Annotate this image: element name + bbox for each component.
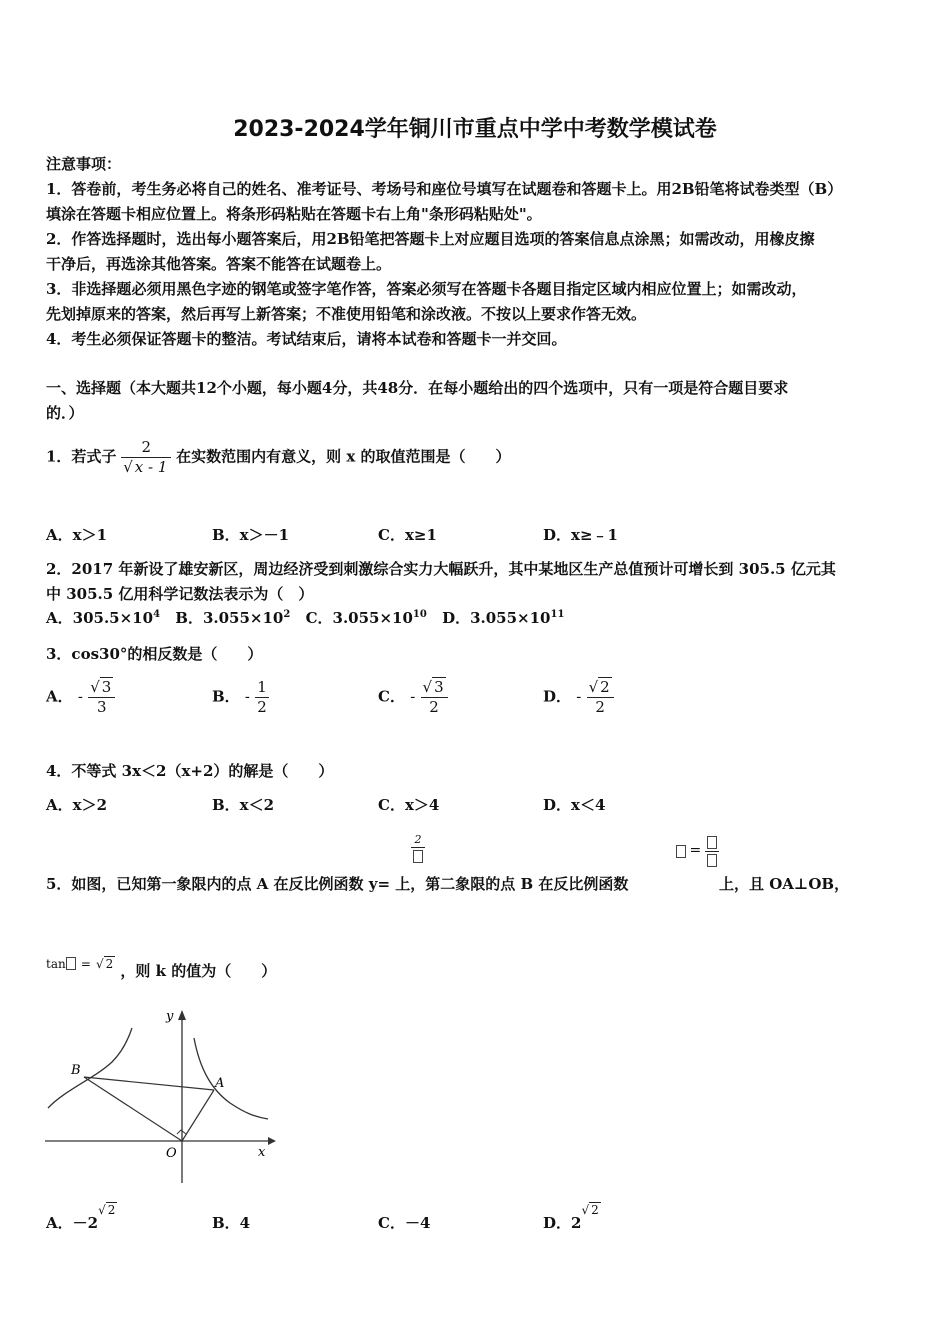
q3-option-a[interactable]: A． - $\frac{√ 3}{3}$ [46, 680, 115, 715]
q1-option-d[interactable]: D．x≥﹣1 [543, 526, 618, 544]
q4-option-b[interactable]: B．x＜2 [212, 796, 275, 814]
q5-option-d[interactable]: D．$2^{√ 2}$ [543, 1203, 599, 1232]
placeholder-icon [707, 854, 717, 867]
q5-option-a[interactable]: A．$-2^{√ 2}$ [46, 1203, 116, 1232]
label-A: A [215, 1076, 225, 1091]
q1-suffix: 在实数范围内有意义，则 x 的取值范围是（ ） [176, 447, 511, 466]
x-axis-arrow-icon [268, 1137, 276, 1145]
y-axis-arrow-icon [178, 1010, 186, 1020]
question-5: 5．如图，已知第一象限内的点 A 在反比例函数 y= 上，第二象限的点 B 在反比例函数 [46, 875, 629, 893]
q2-option-d[interactable]: D．$3.055\times 10^{11}$ [442, 609, 565, 627]
q4-option-a[interactable]: A．x＞2 [46, 796, 108, 814]
q2-option-a[interactable]: A．$305.5\times 10^4$ [46, 609, 161, 627]
notice-line: 干净后，再选涂其他答案。答案不能答在试题卷上。 [46, 255, 392, 273]
section-heading: 一、选择题（本大题共12个小题，每小题4分，共48分．在每小题给出的四个选项中，只有一项是符合题目要求 [46, 379, 789, 397]
curve-quadrant-1 [194, 1038, 268, 1119]
sqrt-icon: √ [95, 957, 104, 971]
question-4: 4．不等式 3x＜2（x+2）的解是（ ） [46, 762, 334, 780]
segment-OB [84, 1077, 182, 1141]
notice-heading: 注意事项： [46, 155, 122, 173]
q1-prefix: 1．若式子 [46, 447, 117, 466]
q1-option-b[interactable]: B．x＞－1 [212, 526, 290, 544]
question-5-end: 上，且 OA⊥OB， [719, 875, 850, 893]
page-title: 2023-2024学年铜川市重点中学中考数学模试卷 [233, 117, 717, 142]
q5-func-fraction: 2 [411, 834, 425, 863]
q4-option-d[interactable]: D．x＜4 [543, 796, 606, 814]
placeholder-icon [66, 957, 76, 970]
q5-tan-line: tan = √ 2 ，则 k 的值为（ ） [46, 957, 277, 980]
section-heading-cont: 的．） [46, 404, 84, 422]
sqrt-icon: √ [98, 1203, 106, 1217]
sqrt-icon: √ [581, 1203, 590, 1217]
placeholder-icon [707, 836, 717, 849]
notice-line: 3．非选择题必须用黑色字迹的钢笔或签字笔作答，答案必须写在答题卡各题目指定区域内相应位置上；如需改动， [46, 280, 807, 298]
q3-option-c[interactable]: C． - $\frac{√ 3}{2}$ [378, 680, 448, 715]
q1-num: 2 [141, 438, 152, 456]
question-2-line1: 2．2017 年新设了雄安新区，周边经济受到刺激综合实力大幅跃升，其中某地区生产总值预计可增长到 305.5 亿元其 [46, 560, 836, 578]
q1-fraction [121, 440, 171, 475]
label-B: B [71, 1063, 81, 1078]
q4-option-c[interactable]: C．x＞4 [378, 796, 440, 814]
q1-den: x - 1 [134, 458, 168, 476]
sqrt-icon: √ [422, 678, 433, 696]
curve-quadrant-2 [48, 1028, 132, 1108]
sqrt-icon: √ [90, 678, 100, 696]
label-O: O [166, 1146, 177, 1161]
q2-option-c[interactable]: C．$3.055\times 10^{10}$ [305, 609, 427, 627]
q5-option-b[interactable]: B．4 [212, 1214, 251, 1232]
question-3: 3．cos30°的相反数是（ ） [46, 645, 263, 663]
sqrt-icon: √ [588, 678, 599, 696]
question-2-line2: 中 305.5 亿用科学记数法表示为（ ） [46, 585, 314, 603]
q3-option-b[interactable]: B． - $\frac{1}{2}$ [212, 678, 267, 716]
question-1 [46, 440, 511, 475]
notice-line: 4．考生必须保证答题卡的整洁。考试结束后，请将本试卷和答题卡一并交回。 [46, 330, 567, 348]
q5-option-c[interactable]: C．－4 [378, 1214, 431, 1232]
q1-option-c[interactable]: C．x≥1 [378, 526, 437, 544]
label-y: y [166, 1009, 174, 1024]
notice-line: 2．作答选择题时，选出每小题答案后，用2B铅笔把答题卡上对应题目选项的答案信息点涂黑；如需改动，用橡皮擦 [46, 230, 815, 248]
notice-line: 先划掉原来的答案，然后再写上新答案；不准使用铅笔和涂改液。不按以上要求作答无效。 [46, 305, 647, 323]
segment-OA [182, 1090, 214, 1141]
q1-option-a[interactable]: A．x＞1 [46, 526, 108, 544]
q5-figure [40, 1000, 280, 1190]
notice-line: 1．答卷前，考生务必将自己的姓名、准考证号、考场号和座位号填写在试题卷和答题卡上。用2B铅笔将试卷类型（B） [46, 180, 843, 198]
placeholder-icon [676, 845, 686, 858]
q2-option-b[interactable]: B．$3.055\times 10^2$ [175, 609, 291, 627]
label-x: x [258, 1145, 266, 1160]
q3-option-d[interactable]: D． - $\frac{√ 2}{2}$ [543, 680, 614, 715]
q5-func2: = [676, 836, 719, 867]
q2-options [46, 607, 564, 628]
segment-AB [84, 1077, 214, 1090]
placeholder-icon [413, 850, 423, 863]
sqrt-icon: √ [123, 458, 133, 476]
notice-line: 填涂在答题卡相应位置上。将条形码粘贴在答题卡右上角"条形码粘贴处"。 [46, 205, 542, 223]
